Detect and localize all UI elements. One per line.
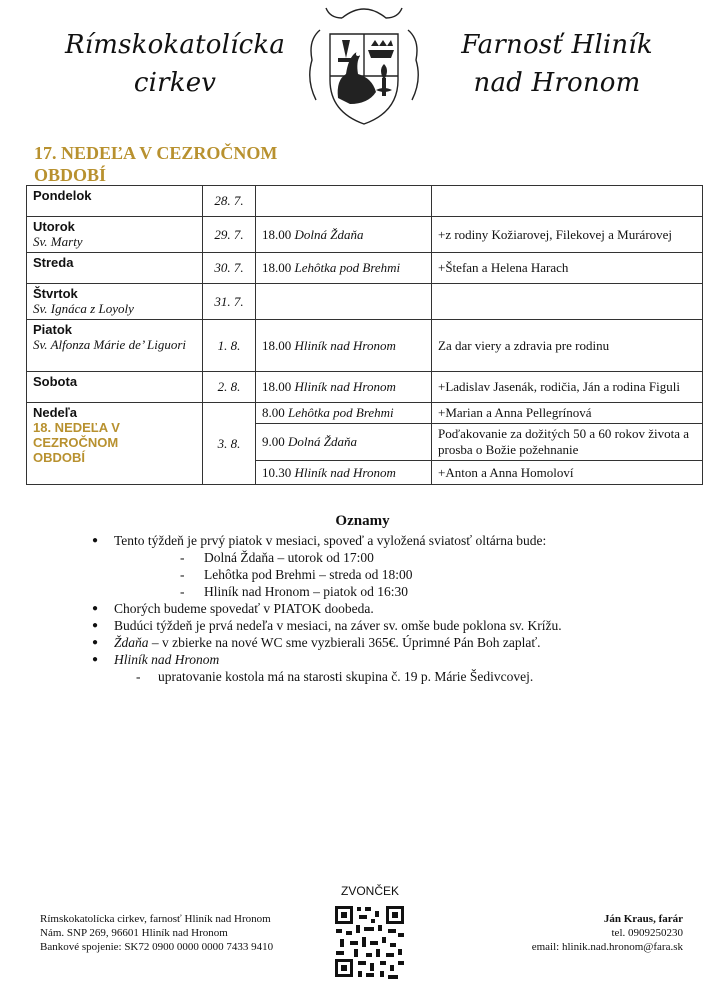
footer-priest: Ján Kraus, farár: [603, 913, 683, 925]
mass-place: Lehôtka pod Brehmi: [288, 405, 394, 420]
intention-cell: Poďakovanie za dožitých 50 a 60 rokov života a prosba o Božie požehnanie: [432, 424, 703, 461]
time-cell: [256, 461, 432, 485]
intention-cell: +Marian a Anna Pellegrínová: [432, 403, 703, 424]
mass-time: 10.30: [262, 464, 292, 480]
qr-code-icon[interactable]: [332, 903, 407, 983]
header-left-line2: cirkev: [133, 68, 217, 98]
intention-cell: +Ladislav Jasenák, rodičia, Ján a rodina Figuli: [432, 372, 703, 403]
announcement-item: [92, 634, 692, 651]
table-row: [27, 284, 703, 320]
footer-street: Nám. SNP 269, 96601 Hliník nad Hronom: [40, 927, 228, 939]
saint-name: Sv. Ignáca z Loyoly: [33, 301, 134, 316]
mass-place: Dolná Ždaňa: [294, 226, 364, 242]
qr-label: ZVONČEK: [340, 884, 399, 898]
time-cell: [256, 253, 432, 284]
confession-item: - Lehôtka pod Brehmi – streda od 18:00: [92, 566, 692, 583]
header-right-line1: Farnosť Hliník: [461, 30, 653, 60]
zdana-place: Ždaňa: [114, 635, 149, 650]
zdana-text: – v zbierke na nové WC sme vyzbierali 365€. Úprimné Pán Boh zaplať.: [148, 635, 541, 650]
mass-place: Hliník nad Hronom: [294, 379, 396, 394]
confession-item: - Hliník nad Hronom – piatok od 16:30: [92, 583, 692, 600]
footer-address: [40, 912, 273, 954]
time-cell: [256, 217, 432, 253]
time-cell: [256, 403, 432, 424]
mass-place: Dolná Ždaňa: [288, 434, 357, 449]
date-cell: 28. 7.: [203, 186, 256, 217]
intention-cell: +Anton a Anna Homoloví: [432, 461, 703, 485]
day-name: Piatok: [33, 322, 73, 337]
mass-place: Hliník nad Hronom: [294, 337, 396, 353]
date-cell: 30. 7.: [203, 253, 256, 284]
day-name: Sobota: [33, 374, 78, 389]
table-row: [27, 403, 703, 424]
date-cell: 3. 8.: [203, 403, 256, 485]
saint-name: Sv. Alfonza Márie de’ Liguori: [33, 337, 186, 352]
header-left: [50, 26, 300, 102]
footer-bank: Bankové spojenie: SK72 0900 0000 0000 7433 9410: [40, 941, 274, 953]
parish-crest-emblem: [302, 0, 426, 128]
mass-time: 18.00: [262, 379, 292, 394]
date-cell: 31. 7.: [203, 284, 256, 320]
day-name: Streda: [33, 255, 74, 270]
sunday-feast: 18. NEDEĽA V CEZROČNOM OBDOBÍ: [33, 420, 120, 465]
cleaning-item: - upratovanie kostola má na starosti skupina č. 19 p. Márie Šedivcovej.: [92, 668, 692, 685]
intention-cell: +Štefan a Helena Harach: [432, 253, 703, 284]
header-right: [432, 26, 682, 102]
mass-place: Hliník nad Hronom: [294, 464, 396, 480]
mass-time: 18.00: [262, 226, 292, 242]
announcements-title: Oznamy: [335, 513, 390, 529]
table-row: [27, 217, 703, 253]
announcement-item: ● Tento týždeň je prvý piatok v mesiaci, spoveď a vyložená sviatosť oltárna bude:: [92, 532, 692, 549]
announcement-item: ● Budúci týždeň je prvá nedeľa v mesiaci, na záver sv. omše bude poklona sv. Krížu.: [92, 617, 692, 634]
mass-place: Lehôtka pod Brehmi: [294, 260, 401, 275]
table-row: [27, 320, 703, 372]
mass-schedule-table: [26, 185, 703, 485]
date-cell: 2. 8.: [203, 372, 256, 403]
time-cell: [256, 424, 432, 461]
week-title: 17. NEDEĽA V CEZROČNOM OBDOBÍ: [34, 143, 278, 185]
table-row: [27, 372, 703, 403]
footer-email: email: hlinik.nad.hronom@fara.sk: [531, 941, 683, 953]
saint-name: Sv. Marty: [33, 234, 83, 249]
day-name: Utorok: [33, 219, 75, 234]
table-row: [27, 253, 703, 284]
header-right-line2: nad Hronom: [473, 68, 641, 98]
footer-phone: tel. 0909250230: [611, 927, 683, 939]
day-name: Štvrtok: [33, 286, 78, 301]
date-cell: 1. 8.: [203, 320, 256, 372]
day-name: Nedeľa: [33, 405, 78, 420]
intention-cell: Za dar viery a zdravia pre rodinu: [432, 320, 703, 372]
time-cell: [256, 320, 432, 372]
time-cell: [256, 372, 432, 403]
announcement-item: ● Chorých budeme spovedať v PIATOK doobeda.: [92, 600, 692, 617]
day-name: Pondelok: [33, 188, 92, 203]
footer-contact: [470, 912, 683, 954]
footer-org: Rímskokatolícka cirkev, farnosť Hliník nad Hronom: [40, 913, 271, 925]
announcements-list: [92, 532, 692, 685]
mass-time: 9.00: [262, 434, 285, 449]
mass-time: 8.00: [262, 405, 285, 420]
intention-cell: +z rodiny Kožiarovej, Filekovej a Murárovej: [432, 217, 703, 253]
table-row: [27, 186, 703, 217]
header-left-line1: Rímskokatolícka: [64, 30, 286, 60]
date-cell: 29. 7.: [203, 217, 256, 253]
announcement-item: ● Hliník nad Hronom: [92, 651, 692, 668]
mass-time: 18.00: [262, 260, 292, 275]
mass-time: 18.00: [262, 337, 292, 353]
confession-item: - Dolná Ždaňa – utorok od 17:00: [92, 549, 692, 566]
